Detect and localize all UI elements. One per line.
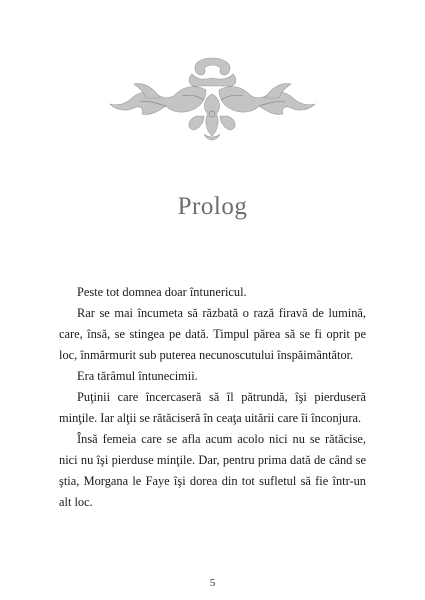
- paragraph: Rar se mai încumeta să răzbată o rază firavă de lumină, care, însă, se stingea pe dată. Timpul părea să se fi oprit pe loc, înmărmurit sub puterea necunoscutului înspăimântător.: [59, 306, 366, 362]
- paragraph: Puţinii care încercaseră să îl pătrundă, îşi pierduseră minţile. Iar alţii se rătăciseră în ceaţa uitării care îi înconjura.: [59, 390, 366, 425]
- body-text: [59, 282, 366, 513]
- paragraph: Era tărâmul întunecimii.: [77, 369, 198, 383]
- paragraph: Însă femeia care se afla acum acolo nici nu se rătăcise, nici nu îşi pierduse minţile. Dar, pentru prima dată de când se ştia, Morgana le Faye îşi dorea din tot sufletul să fie într-un alt loc.: [59, 432, 366, 509]
- chapter-title: Prolog: [177, 193, 248, 220]
- paragraph: Peste tot domnea doar întunericul.: [77, 285, 247, 299]
- decorative-griffin-ornament-icon: [100, 50, 325, 150]
- page-number: 5: [209, 577, 216, 589]
